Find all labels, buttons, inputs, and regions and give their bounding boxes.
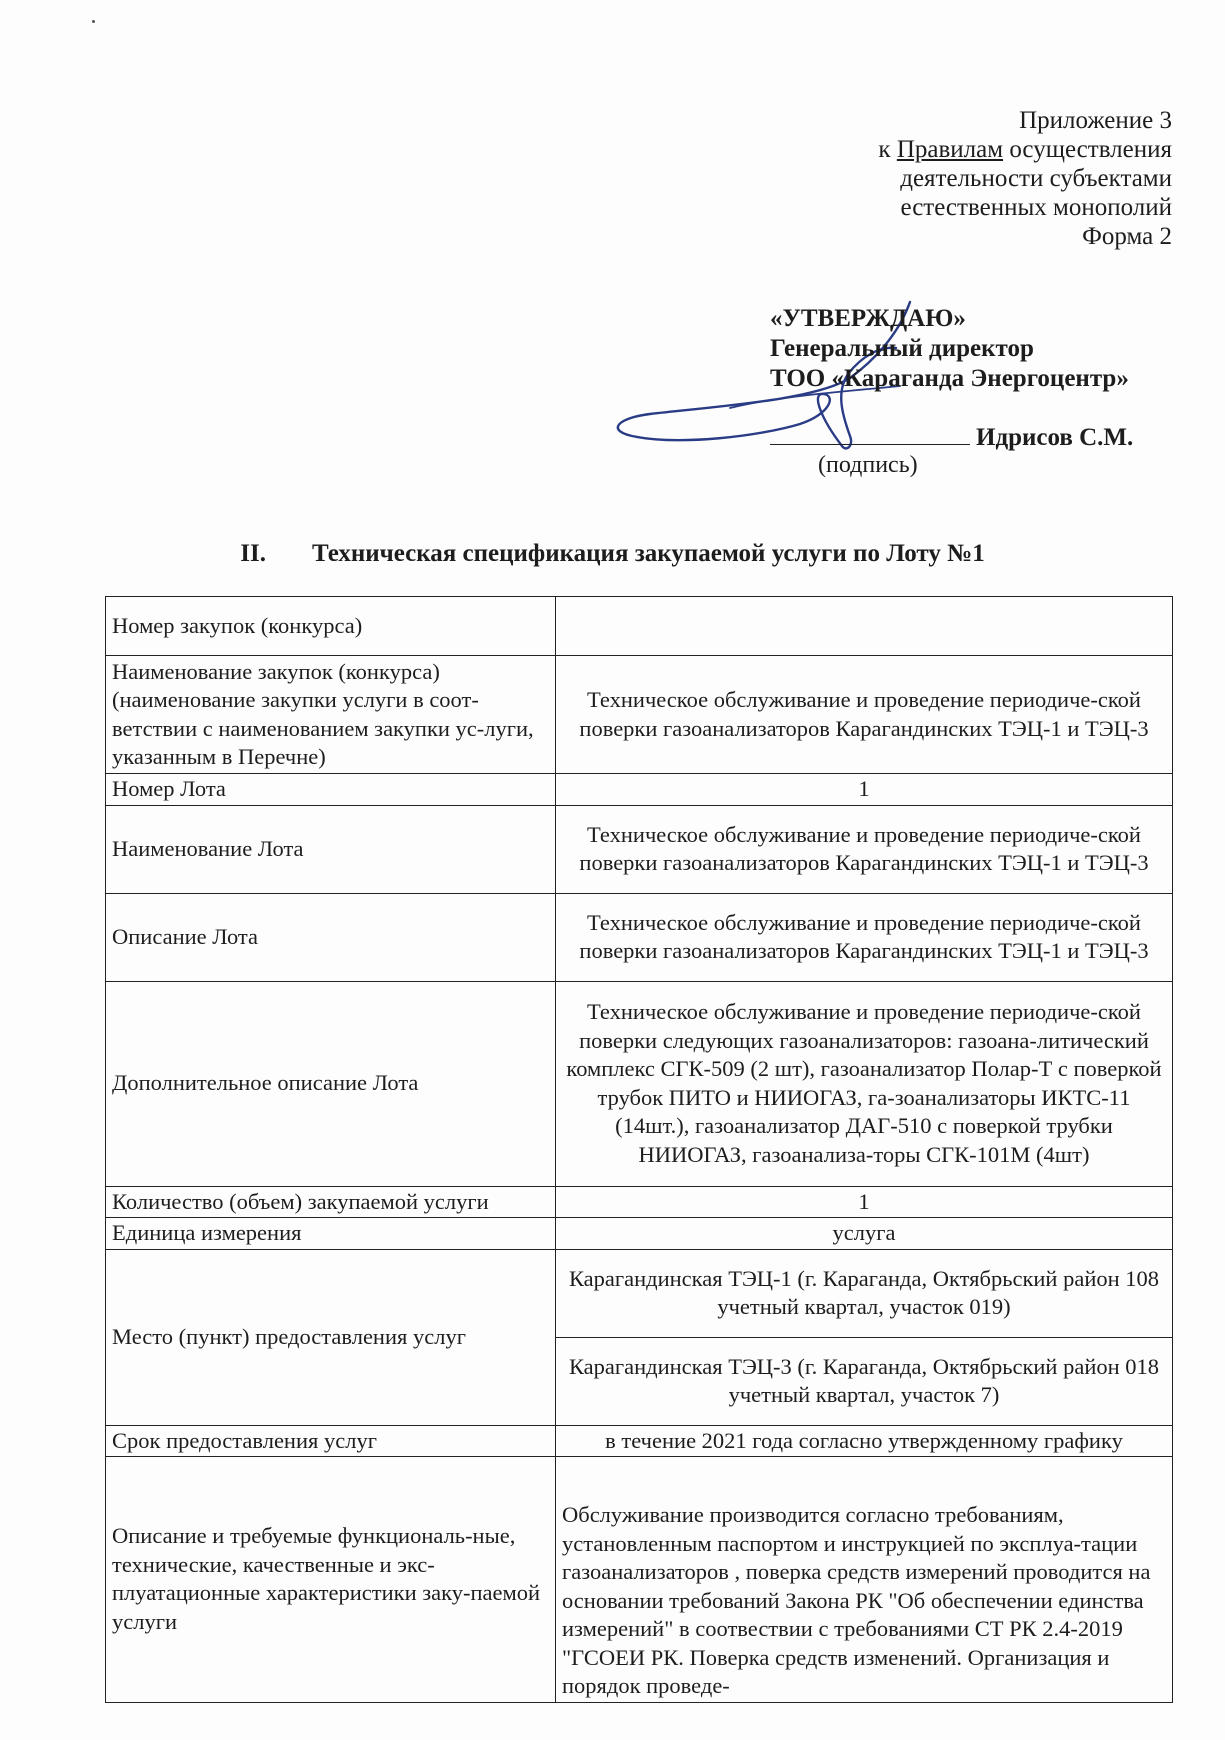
approval-title: «УТВЕРЖДАЮ»	[770, 305, 966, 332]
row-label: Дополнительное описание Лота	[106, 981, 556, 1186]
appendix-header	[878, 106, 1172, 251]
table-row	[106, 1218, 1173, 1250]
table-row	[106, 893, 1173, 981]
section-number: II.	[240, 540, 266, 567]
row-label: Место (пункт) предоставления услуг	[106, 1249, 556, 1425]
table-row	[106, 805, 1173, 893]
form-number: Форма 2	[1082, 223, 1172, 250]
row-value: Техническое обслуживание и проведение периодиче-ской поверки газоанализаторов Карагандинских ТЭЦ-1 и ТЭЦ-3	[556, 656, 1173, 774]
table-row	[106, 1425, 1173, 1457]
row-label: Номер закупок (конкурса)	[106, 597, 556, 656]
row-value: 1	[556, 1186, 1173, 1218]
row-value: Техническое обслуживание и проведение периодиче-ской поверки следующих газоанализаторов: газоана-литический комплекс СГК-509 (2 шт), газоанализатор Полар-Т с поверкой трубок ПИТО и НИИОГАЗ, га-зоанализаторы ИКТС-11 (14шт.), газоанализатор ДАГ-510 с поверкой трубки НИИОГАЗ, газоанализа-торы СГК-101М (4шт)	[556, 981, 1173, 1186]
row-value	[556, 597, 1173, 656]
row-value: 1	[556, 774, 1173, 806]
row-label: Количество (объем) закупаемой услуги	[106, 1186, 556, 1218]
scan-speck	[92, 20, 95, 23]
specification-table	[105, 596, 1173, 1703]
row-value: Обслуживание производится согласно требованиям, установленным паспортом и инструкцией по эксплуа-тации газоанализаторов , поверка средств измерений проводится на основании требований Закона РК "Об обеспечении единства измерений" в соотвествии с требованиями СТ РК 2.4-2019 "ГСОЕИ РК. Поверка средств изменений. Организация и порядок проведе-	[556, 1457, 1173, 1703]
signature-blank	[770, 422, 970, 445]
signature-line	[770, 422, 1190, 453]
row-value: Техническое обслуживание и проведение периодиче-ской поверки газоанализаторов Карагандинских ТЭЦ-1 и ТЭЦ-3	[556, 805, 1173, 893]
row-label: Номер Лота	[106, 774, 556, 806]
table-row	[106, 1457, 1173, 1703]
table-row	[106, 656, 1173, 774]
row-value: услуга	[556, 1218, 1173, 1250]
appendix-rules-line: к Правилам осуществления	[878, 136, 1172, 163]
table-row	[106, 1249, 1173, 1337]
table-row	[106, 981, 1173, 1186]
section-heading	[0, 540, 1225, 568]
table-row	[106, 1186, 1173, 1218]
approval-company: ТОО «Караганда Энергоцентр»	[770, 365, 1129, 392]
row-value: Техническое обслуживание и проведение периодиче-ской поверки газоанализаторов Карагандинских ТЭЦ-1 и ТЭЦ-3	[556, 893, 1173, 981]
table-row	[106, 597, 1173, 656]
row-label: Наименование Лота	[106, 805, 556, 893]
approval-block	[770, 304, 1190, 394]
section-title: Техническая спецификация закупаемой услуги по Лоту №1	[312, 540, 985, 567]
row-value-secondary: Карагандинская ТЭЦ-3 (г. Караганда, Октябрьский район 018 учетный квартал, участок 7)	[556, 1337, 1173, 1425]
row-label: Описание Лота	[106, 893, 556, 981]
row-label: Единица измерения	[106, 1218, 556, 1250]
row-label: Наименование закупок (конкурса) (наименование закупки услуги в соот-ветствии с наименованием закупки ус-луги, указанным в Перечне)	[106, 656, 556, 774]
appendix-line-3: деятельности субъектами	[900, 165, 1172, 192]
rules-link[interactable]: Правилам	[896, 136, 1004, 163]
row-label: Срок предоставления услуг	[106, 1425, 556, 1457]
row-value: Карагандинская ТЭЦ-1 (г. Караганда, Октябрьский район 108 учетный квартал, участок 019)	[556, 1249, 1173, 1337]
row-label: Описание и требуемые функциональ-ные, технические, качественные и экс-плуатационные характеристики заку-паемой услуги	[106, 1457, 556, 1703]
approval-position: Генеральный директор	[770, 335, 1034, 362]
appendix-line-4: естественных монополий	[900, 194, 1172, 221]
signer-name: Идрисов С.М.	[976, 424, 1134, 451]
row-value: в течение 2021 года согласно утвержденному графику	[556, 1425, 1173, 1457]
table-row	[106, 774, 1173, 806]
signature-caption: (подпись)	[818, 452, 918, 478]
appendix-number: Приложение 3	[1019, 107, 1172, 134]
